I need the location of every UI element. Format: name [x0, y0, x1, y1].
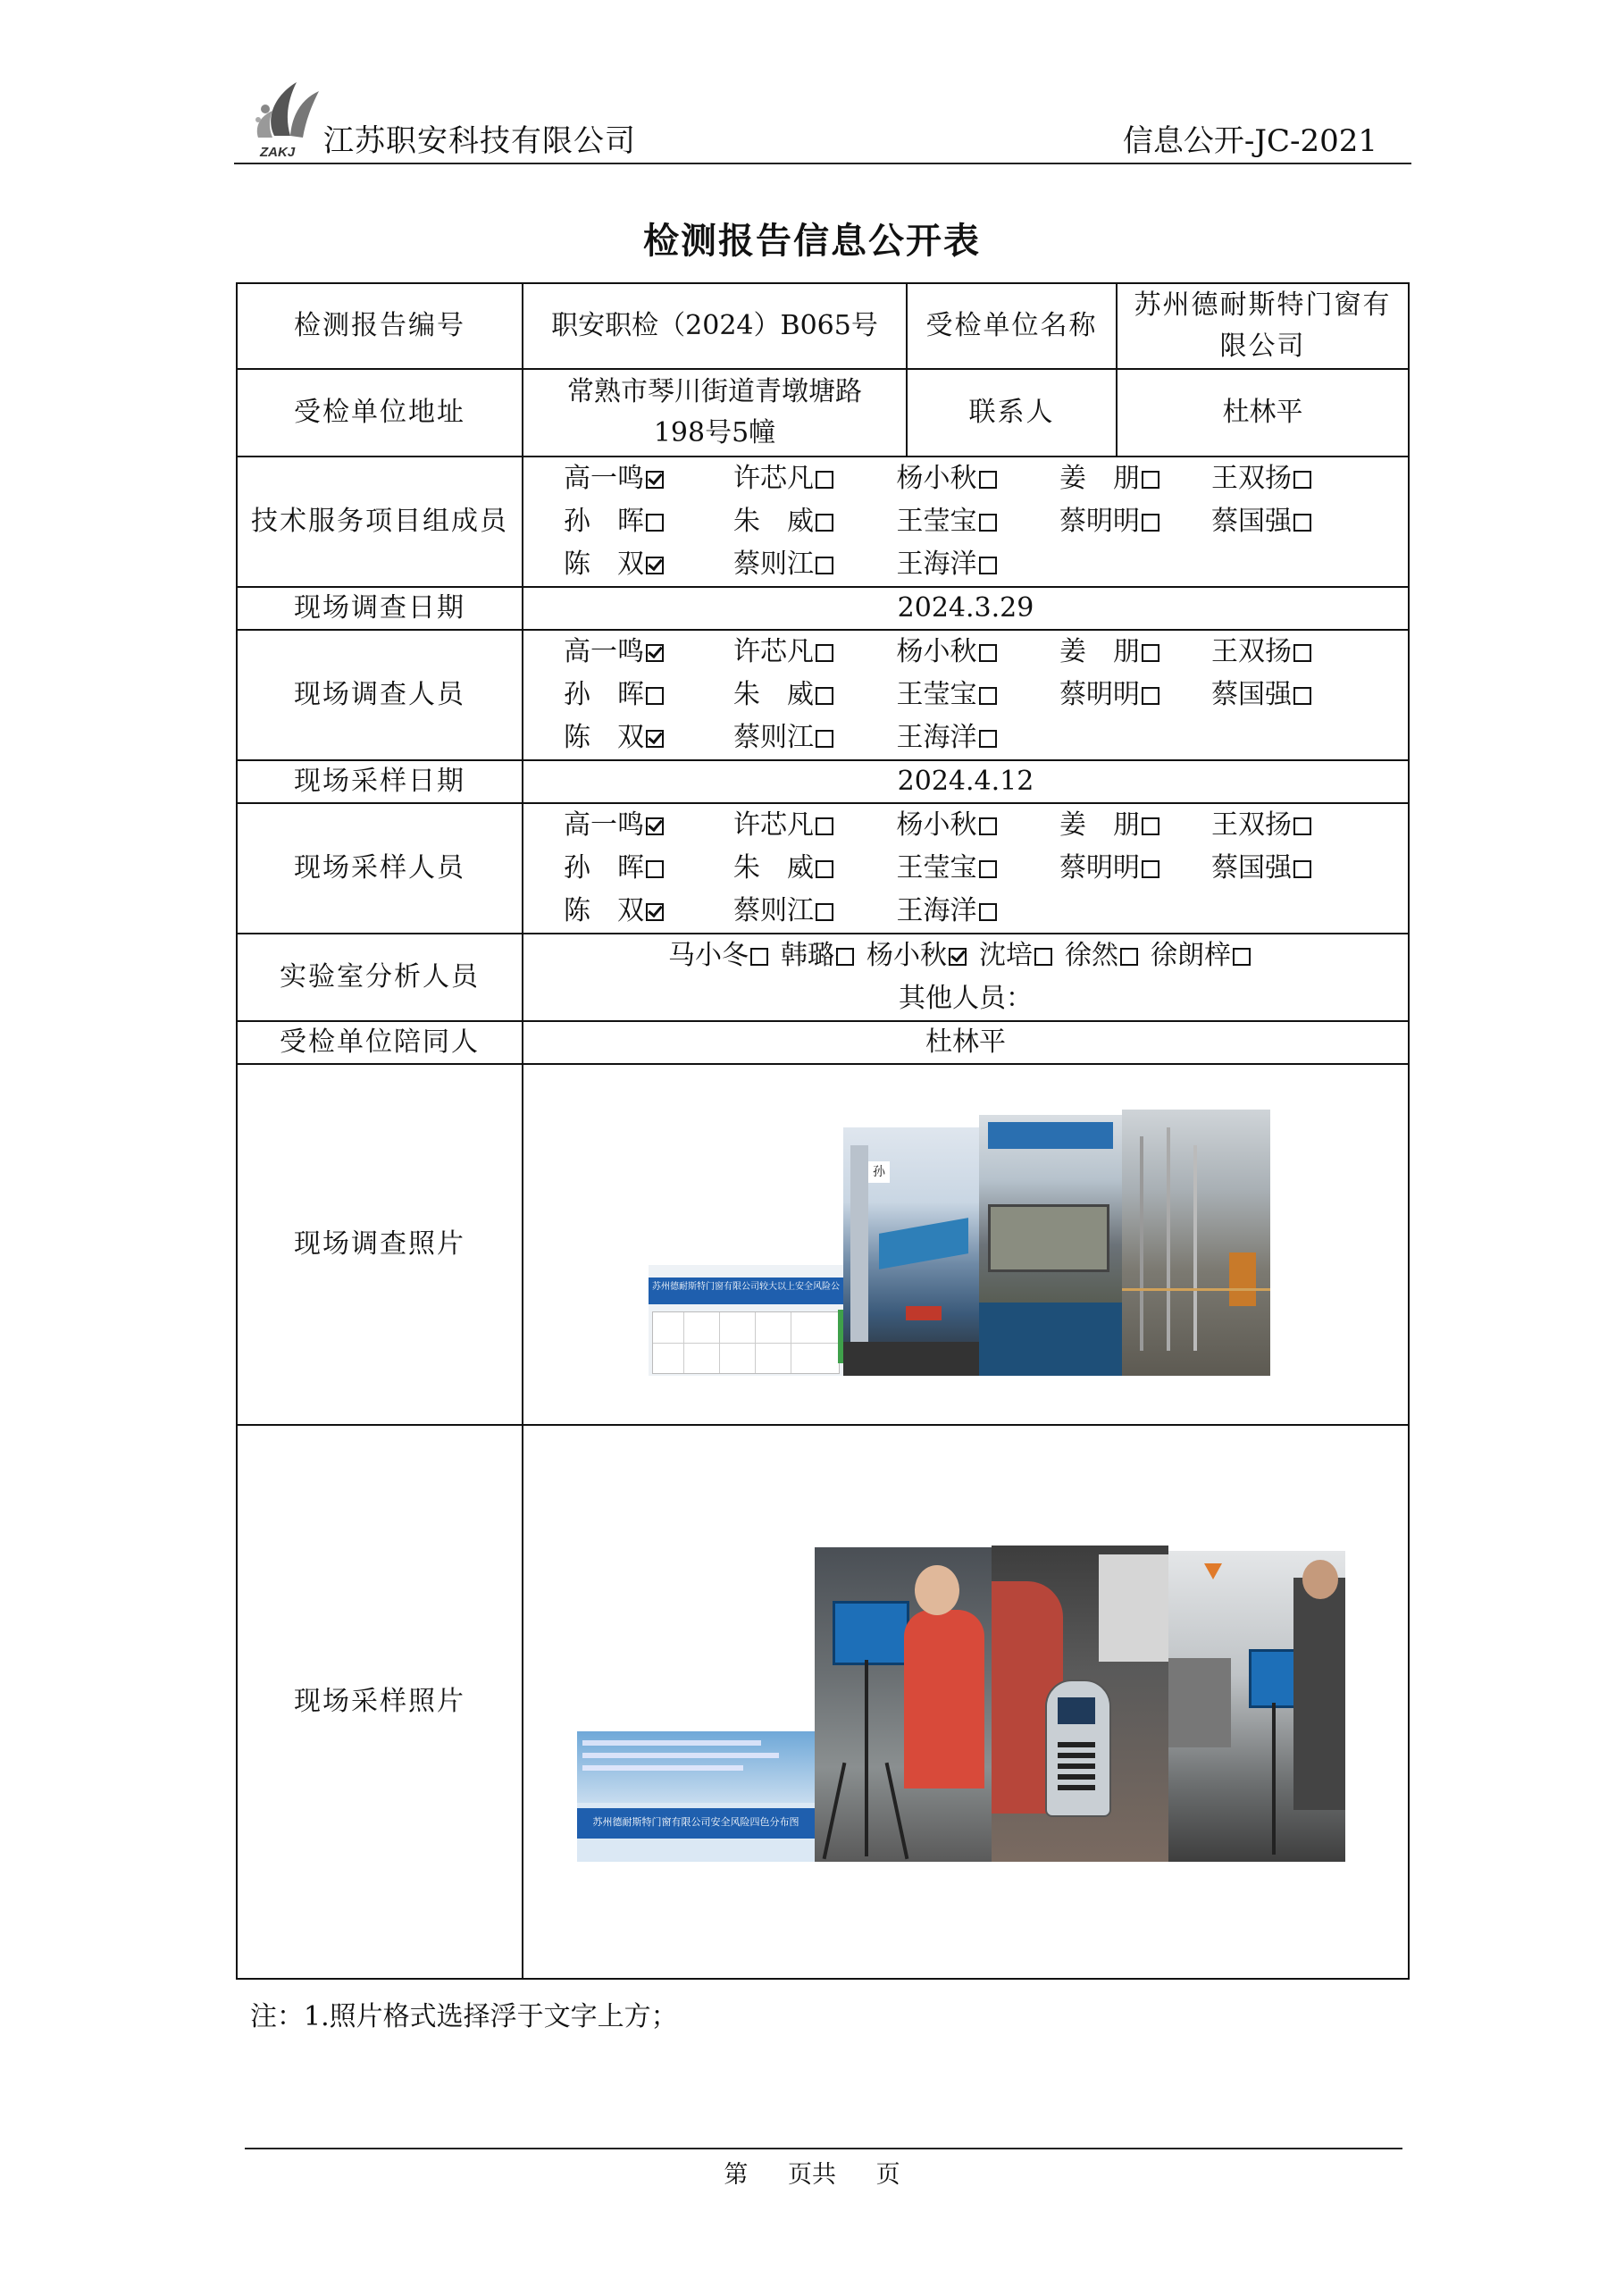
- person-name: 蔡则江: [733, 895, 814, 926]
- person-name: 王莹宝: [896, 852, 977, 884]
- person-name: 蔡明明: [1059, 506, 1140, 537]
- person-name: 孙 晖: [564, 679, 644, 710]
- unchecked-checkbox[interactable]: [1293, 687, 1311, 705]
- unchecked-checkbox[interactable]: [816, 687, 833, 705]
- person-item: [1025, 804, 1194, 847]
- person-name: 陈 双: [564, 895, 644, 926]
- person-name: 杨小秋: [896, 463, 977, 494]
- survey-workshop-sign: 孙: [868, 1161, 890, 1183]
- person-name: 孙 晖: [564, 852, 644, 884]
- sampling-notice-caption: 苏州德耐斯特门窗有限公司安全风险四色分布图: [592, 1816, 799, 1828]
- unchecked-checkbox[interactable]: [816, 730, 833, 748]
- page-title: 检测报告信息公开表: [643, 220, 981, 262]
- sampling-photos-label: 现场采样照片: [237, 1425, 523, 1979]
- person-item: [1065, 940, 1138, 971]
- sampling-staff-list: [529, 804, 1402, 933]
- person-item: [699, 890, 868, 933]
- unchecked-checkbox[interactable]: [1293, 514, 1311, 532]
- person-name: 许芯凡: [733, 636, 814, 667]
- unchecked-checkbox[interactable]: [1034, 948, 1052, 966]
- person-item: [868, 457, 1025, 500]
- person-item: [529, 543, 699, 586]
- person-name: 蔡则江: [733, 722, 814, 753]
- checked-checkbox[interactable]: [646, 471, 664, 489]
- lab-member-list: [529, 934, 1402, 977]
- unchecked-checkbox[interactable]: [1293, 817, 1311, 835]
- person-item: [868, 716, 1025, 759]
- person-name: 蔡国强: [1211, 679, 1292, 710]
- unchecked-checkbox[interactable]: [979, 687, 997, 705]
- person-item: [529, 890, 699, 933]
- person-name: 王莹宝: [896, 506, 977, 537]
- lab-staff: [523, 934, 1409, 1021]
- person-item: [699, 804, 868, 847]
- company-name: 江苏职安科技有限公司: [323, 123, 636, 159]
- lab-others: 其他人员：: [899, 983, 1033, 1014]
- person-item: [529, 804, 699, 847]
- unchecked-checkbox[interactable]: [979, 514, 997, 532]
- checked-checkbox[interactable]: [646, 903, 664, 921]
- unchecked-checkbox[interactable]: [646, 860, 664, 878]
- person-item: [699, 631, 868, 674]
- person-item: [868, 804, 1025, 847]
- person-name: 许芯凡: [733, 809, 814, 841]
- person-name: 杨小秋: [896, 636, 977, 667]
- unchecked-checkbox[interactable]: [1142, 817, 1159, 835]
- unchecked-checkbox[interactable]: [646, 687, 664, 705]
- person-item: [1025, 631, 1194, 674]
- person-name: 高一鸣: [564, 809, 644, 841]
- team-member-list: [529, 457, 1402, 586]
- checked-checkbox[interactable]: [646, 644, 664, 662]
- survey-photos: [523, 1064, 1409, 1425]
- survey-photos-label: 现场调查照片: [237, 1064, 523, 1425]
- person-name: 陈 双: [564, 722, 644, 753]
- escort-value: 杜林平: [523, 1021, 1409, 1064]
- unchecked-checkbox[interactable]: [1142, 471, 1159, 489]
- unchecked-checkbox[interactable]: [1120, 948, 1138, 966]
- person-item: [699, 543, 868, 586]
- sampling-photos: [523, 1425, 1409, 1979]
- person-name: 王海洋: [896, 895, 977, 926]
- person-name: 高一鸣: [564, 463, 644, 494]
- unchecked-checkbox[interactable]: [1142, 644, 1159, 662]
- sampling-staff-label: 现场采样人员: [237, 803, 523, 934]
- unchecked-checkbox[interactable]: [1293, 860, 1311, 878]
- person-item: [529, 674, 699, 716]
- svg-text:ZAKJ: ZAKJ: [260, 145, 296, 160]
- unchecked-checkbox[interactable]: [816, 557, 833, 574]
- person-name: 王海洋: [896, 549, 977, 580]
- report-no-label: 检测报告编号: [237, 283, 523, 369]
- unchecked-checkbox[interactable]: [979, 730, 997, 748]
- person-name: 高一鸣: [564, 636, 644, 667]
- person-name: 朱 威: [733, 679, 814, 710]
- person-item: [868, 890, 1025, 933]
- unchecked-checkbox[interactable]: [979, 860, 997, 878]
- survey-staff: [523, 630, 1409, 760]
- person-item: [699, 847, 868, 890]
- person-name: 许芯凡: [733, 463, 814, 494]
- person-item: [699, 716, 868, 759]
- unchecked-checkbox[interactable]: [816, 644, 833, 662]
- survey-photo-workshop-1: [843, 1127, 979, 1376]
- person-item: [1025, 500, 1194, 543]
- person-item: [529, 457, 699, 500]
- person-name: 蔡明明: [1059, 679, 1140, 710]
- unchecked-checkbox[interactable]: [1142, 860, 1159, 878]
- person-item: [699, 457, 868, 500]
- escort-label: 受检单位陪同人: [237, 1021, 523, 1064]
- person-item: [529, 716, 699, 759]
- unchecked-checkbox[interactable]: [1233, 948, 1251, 966]
- person-item: [529, 631, 699, 674]
- sampling-date-value: 2024.4.12: [523, 760, 1409, 803]
- person-name: 韩璐: [781, 940, 834, 971]
- person-item: [1025, 457, 1194, 500]
- company-logo: [247, 73, 323, 163]
- page-header: [234, 73, 1411, 163]
- footer-mid: 页共: [788, 2161, 836, 2189]
- page-footer: [0, 2155, 1624, 2190]
- sampling-photo-sampler: [815, 1547, 992, 1862]
- person-item: [529, 500, 699, 543]
- person-item: [1025, 674, 1194, 716]
- unit-name-label: 受检单位名称: [907, 283, 1117, 369]
- document-id: 信息公开-JC-2021: [1122, 123, 1377, 159]
- person-item: [1194, 847, 1328, 890]
- unchecked-checkbox[interactable]: [646, 514, 664, 532]
- checked-checkbox[interactable]: [646, 557, 664, 574]
- person-name: 蔡国强: [1211, 506, 1292, 537]
- person-name: 蔡则江: [733, 549, 814, 580]
- survey-date-value: 2024.3.29: [523, 587, 1409, 630]
- person-item: [868, 543, 1025, 586]
- survey-notice-caption: 苏州德耐斯特门窗有限公司较大以上安全风险公: [652, 1282, 840, 1292]
- address-value: 常熟市琴川街道青墩塘路198号5幢: [523, 369, 907, 457]
- person-item: [781, 940, 854, 971]
- person-name: 朱 威: [733, 852, 814, 884]
- header-divider: [234, 163, 1411, 164]
- checked-checkbox[interactable]: [949, 948, 967, 966]
- person-item: [868, 631, 1025, 674]
- unchecked-checkbox[interactable]: [979, 644, 997, 662]
- person-item: [868, 500, 1025, 543]
- person-name: 徐然: [1065, 940, 1118, 971]
- person-item: [1194, 674, 1328, 716]
- checked-checkbox[interactable]: [646, 730, 664, 748]
- person-item: [699, 500, 868, 543]
- unchecked-checkbox[interactable]: [979, 903, 997, 921]
- person-name: 沈培: [979, 940, 1033, 971]
- person-item: [868, 674, 1025, 716]
- unchecked-checkbox[interactable]: [816, 817, 833, 835]
- unchecked-checkbox[interactable]: [816, 471, 833, 489]
- person-name: 马小冬: [668, 940, 749, 971]
- person-item: [1025, 847, 1194, 890]
- survey-staff-list: [529, 631, 1402, 759]
- person-name: 王双扬: [1211, 463, 1292, 494]
- person-item: [699, 674, 868, 716]
- contact-value: 杜林平: [1117, 369, 1409, 457]
- address-label: 受检单位地址: [237, 369, 523, 457]
- unit-name-value: 苏州德耐斯特门窗有限公司: [1117, 283, 1409, 369]
- person-name: 姜 朋: [1059, 636, 1140, 667]
- person-name: 王莹宝: [896, 679, 977, 710]
- person-name: 杨小秋: [866, 940, 947, 971]
- person-name: 王海洋: [896, 722, 977, 753]
- person-item: [1194, 500, 1328, 543]
- footnote: 注：1.照片格式选择浮于文字上方；: [250, 2001, 678, 2032]
- unchecked-checkbox[interactable]: [979, 471, 997, 489]
- person-item: [1151, 940, 1251, 971]
- person-item: [979, 940, 1052, 971]
- unchecked-checkbox[interactable]: [1142, 514, 1159, 532]
- contact-label: 联系人: [907, 369, 1117, 457]
- unchecked-checkbox[interactable]: [816, 860, 833, 878]
- footer-divider: [245, 2148, 1402, 2149]
- checked-checkbox[interactable]: [646, 817, 664, 835]
- team-members: [523, 457, 1409, 587]
- person-name: 王双扬: [1211, 809, 1292, 841]
- lab-label: 实验室分析人员: [237, 934, 523, 1021]
- survey-photo-notice: [649, 1265, 843, 1376]
- person-item: [529, 847, 699, 890]
- person-item: [1194, 457, 1328, 500]
- survey-photo-machine: [979, 1115, 1122, 1376]
- person-name: 王双扬: [1211, 636, 1292, 667]
- unchecked-checkbox[interactable]: [1293, 644, 1311, 662]
- unchecked-checkbox[interactable]: [750, 948, 768, 966]
- unchecked-checkbox[interactable]: [979, 557, 997, 574]
- footer-end: 页: [875, 2161, 900, 2189]
- unchecked-checkbox[interactable]: [816, 903, 833, 921]
- person-name: 姜 朋: [1059, 463, 1140, 494]
- sampling-date-label: 现场采样日期: [237, 760, 523, 803]
- person-item: [1194, 804, 1328, 847]
- person-item: [868, 847, 1025, 890]
- person-name: 朱 威: [733, 506, 814, 537]
- team-label: 技术服务项目组成员: [237, 457, 523, 587]
- survey-photo-frames: [1122, 1110, 1270, 1376]
- person-name: 杨小秋: [896, 809, 977, 841]
- sampling-photo-sampler-2: [1168, 1551, 1345, 1862]
- person-name: 姜 朋: [1059, 809, 1140, 841]
- unchecked-checkbox[interactable]: [1293, 471, 1311, 489]
- survey-date-label: 现场调查日期: [237, 587, 523, 630]
- info-table: [236, 282, 1410, 1980]
- unchecked-checkbox[interactable]: [836, 948, 854, 966]
- sampling-photo-notice: [577, 1731, 815, 1862]
- person-name: 孙 晖: [564, 506, 644, 537]
- survey-staff-label: 现场调查人员: [237, 630, 523, 760]
- person-item: [1194, 631, 1328, 674]
- sampling-staff: [523, 803, 1409, 934]
- person-name: 蔡国强: [1211, 852, 1292, 884]
- report-no-value: 职安职检（2024）B065号: [523, 283, 907, 369]
- sampling-photo-sound-meter: [992, 1546, 1168, 1862]
- footer-page: 第: [724, 2161, 749, 2189]
- person-item: [866, 940, 967, 971]
- person-name: 陈 双: [564, 549, 644, 580]
- unchecked-checkbox[interactable]: [979, 817, 997, 835]
- unchecked-checkbox[interactable]: [816, 514, 833, 532]
- person-name: 蔡明明: [1059, 852, 1140, 884]
- unchecked-checkbox[interactable]: [1142, 687, 1159, 705]
- person-item: [668, 940, 768, 971]
- person-name: 徐朗梓: [1151, 940, 1231, 971]
